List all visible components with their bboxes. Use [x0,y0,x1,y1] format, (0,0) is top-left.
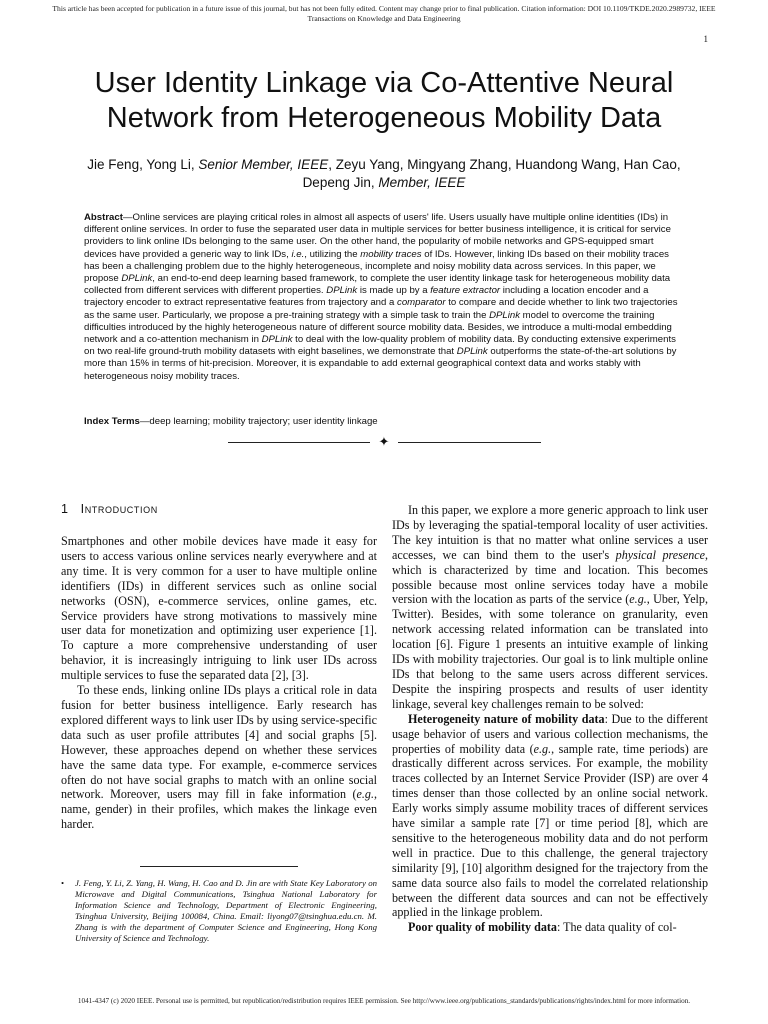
abstract-text: to deal with the low-quality problem of mobility data. By conducting extensive experiments on two real-life ground-truth mobility datasets with eight baselines, we demonstrate that [84,334,676,358]
divider-line-right [398,442,541,443]
abstract-emph: i.e. [291,248,305,260]
abstract-emph: comparator [397,297,446,309]
paragraph-text: : The data quality of col- [556,920,677,935]
index-terms-text: —deep learning; mobility trajectory; user identity linkage [139,416,378,427]
paragraph-emph: e.g. [356,787,374,802]
paragraph-bold: Poor quality of mobility data [408,920,557,935]
abstract-emph: DPLink [121,273,153,285]
abstract-text: —Online services are playing critical roles in almost all aspects of users' life. Users usually have multiple online identities (IDs) in different online services. In order to fuse the separated user data in multiple services for better business intelligence, it is critical for service providers to link online IDs belonging to the same user. On the other hand, the popularity of mobile networks and GPS-equipped smart devices have provided a generic way to link IDs, [84,212,671,260]
abstract-emph: mobility traces [360,248,422,260]
paragraph [392,920,708,935]
paper-title [30,66,738,136]
right-column [392,503,708,935]
abstract-text: is made up by a [357,285,431,297]
index-terms-label: Index Terms [84,416,140,427]
abstract-text: including a location encoder and a trajectory encoder to extract representative features from trajectory and a [84,285,649,309]
footnote-bullet: • [61,878,65,888]
notice-line-1: This article has been accepted for publication in a future issue of this journal, but has not been fully edited. Content may change prior to final publication. Citation information: DOI 10.1109/TKDE.2020.2989732, IEEE [52,4,716,13]
footnote [61,878,377,944]
copyright-footer: 1041-4347 (c) 2020 IEEE. Personal use is permitted, but republication/redistribution requires IEEE permission. See http://www.ieee.org/publications_standards/publications/rights/index.html for more information. [77,997,691,1005]
abstract-text: , utilizing the [304,248,361,260]
author-list [40,156,728,192]
abstract-emph: DPLink [456,346,488,358]
authors-affil-2: Member, IEEE [378,175,466,190]
abstract [84,212,684,383]
section-number: 1 [61,502,69,516]
paragraph-text: In this paper, we explore a more generic approach to link user IDs by leveraging the spatial-temporal locality of user activities. The key intuition is that no matter what online services a user accesses, we can bind them to the user's [392,503,708,562]
authors-part-4: Depeng Jin, [302,175,379,190]
page-number: 1 [703,34,708,44]
abstract-emph: feature extractor [430,285,501,297]
paragraph [61,683,377,832]
authors-part-3: , Zeyu Yang, Mingyang Zhang, Huandong Wang, Han Cao, [328,157,681,172]
abstract-text: to compare and decide whether to link two trajectories as the same user. Particularly, we propose a pre-training strategy with a simple task to train the [84,297,678,321]
title-line-1: User Identity Linkage via Co-Attentive Neural [94,67,674,99]
authors-affil-1: Senior Member, IEEE [198,157,329,172]
left-column [61,534,377,832]
paragraph-text: , which is characterized by time and location. This becomes possible because most online services today have a mobile version with the location as parts of the service ( [392,547,709,607]
title-line-2: Network from Heterogeneous Mobility Data [106,102,662,134]
abstract-text: of IDs. However, linking IDs based on their mobility traces has been a challenging problem due to the highly heterogeneous, incomplete and noisy mobility data across services. In this paper, we propose [84,248,669,285]
abstract-emph: DPLink [261,334,293,346]
footnote-text: J. Feng, Y. Li, Z. Yang, H. Wang, H. Cao and D. Jin are with State Key Laboratory on Microwave and Digital Communications, Tsinghua National Laboratory for Information Science and Technology, Department of Electronic Engineering, Tsinghua University, Beijing 100084, China. Email: liyong07@tsinghua.edu.cn. M. Zhang is with the department of Computer Science and Engineering, Hong Kong University of Science and Technology. [75,878,377,943]
paragraph-text: To these ends, linking online IDs plays a critical role in data fusion for better business intelligence. Early research has explored different ways to link user IDs by using service-specific data such as user profile attributes [4] and social graphs [5]. However, these approaches depend on whether these services have the same data type. For example, e-commerce services often do not have social graphs to match with an online social network. Moreover, users may fill in fake information ( [61,683,377,802]
abstract-emph: DPLink [326,285,358,297]
paragraph-text: , Uber, Yelp, Twitter). Besides, with some tolerance on granularity, even network accessing related information can be translated into location [6]. Figure 1 presents an intuitive example of linking IDs with mobility trajectories. Our goal is to link multiple online IDs that belong to the same users across different services. Despite the inspiring prospects and results of user identity linkage, several key challenges remain to be solved: [392,592,708,711]
paragraph-emph: e.g. [533,741,552,756]
section-heading [61,502,158,516]
paragraph-text: , sample rate, time periods) are drastically different across services. For example, the mobility traces collected by an Internet Service Provider (ISP) are over 4 times denser than those collected by an online social network. Early works simply assume mobility traces of different services have similar a sample rate [7] or time period [8], which are sensitive to the heterogeneous mobility data and do not perform well in practice. Due to this challenge, the general trajectory similarity [9], [10] algorithm designed for the trajectory from the same data source also fails to model the correlated relationship between the different data sources and can not be effectively applied in the linkage problem. [392,741,709,920]
abstract-text: outperforms the state-of-the-art solutions by more than 15% in terms of hit-precision. Moreover, it is expandable to add external geographical context data and works stably with heterogeneous noisy mobility traces. [84,346,677,382]
publication-notice [0,4,768,24]
paragraph-text: , name, gender) in their profiles, which makes the linkage even harder. [61,787,377,832]
section-title: Introduction [80,502,158,516]
notice-line-2: Transactions on Knowledge and Data Engineering [307,14,461,23]
paragraph-emph: physical presence [615,547,705,562]
divider-diamond-icon: ✦ [378,434,390,449]
paragraph-emph: e.g. [629,592,647,607]
authors-part-1: Jie Feng, Yong Li, [87,157,199,172]
paragraph-bold: Heterogeneity nature of mobility data [408,711,605,726]
paragraph [392,712,708,921]
abstract-text: , an end-to-end deep learning based framework, to complete the user identity linkage task for heterogeneous mobility data collected from different services with different properties. [84,273,671,297]
paragraph-text: : Due to the different usage behavior of users and various collection mechanisms, the properties of mobility data ( [392,711,709,756]
abstract-text: model to overcome the training difficulties introduced by the highly heterogeneous nature of different source mobility data. Besides, we introduce a multi-modal embedding network and a co-attention mechanism in [84,309,672,346]
abstract-label: Abstract [84,212,123,223]
abstract-emph: DPLink [489,309,521,321]
paragraph: Smartphones and other mobile devices have made it easy for users to access various online services nearly everywhere and at any time. It is very common for a user to have multiple online identifiers (IDs) in different services such as online social networks (OSN), e-commerce services, online games, etc. Service providers have strong motivations to massively mine user data for monetization and optimizing user experience [1]. To capture a more comprehensive understanding of user behavior, it is increasingly intriguing to link user IDs across multiple services to fuse the separated data [2], [3]. [61,534,377,683]
paragraph [392,503,708,712]
footnote-rule [140,866,298,867]
divider-line-left [228,442,370,443]
index-terms [84,416,684,428]
